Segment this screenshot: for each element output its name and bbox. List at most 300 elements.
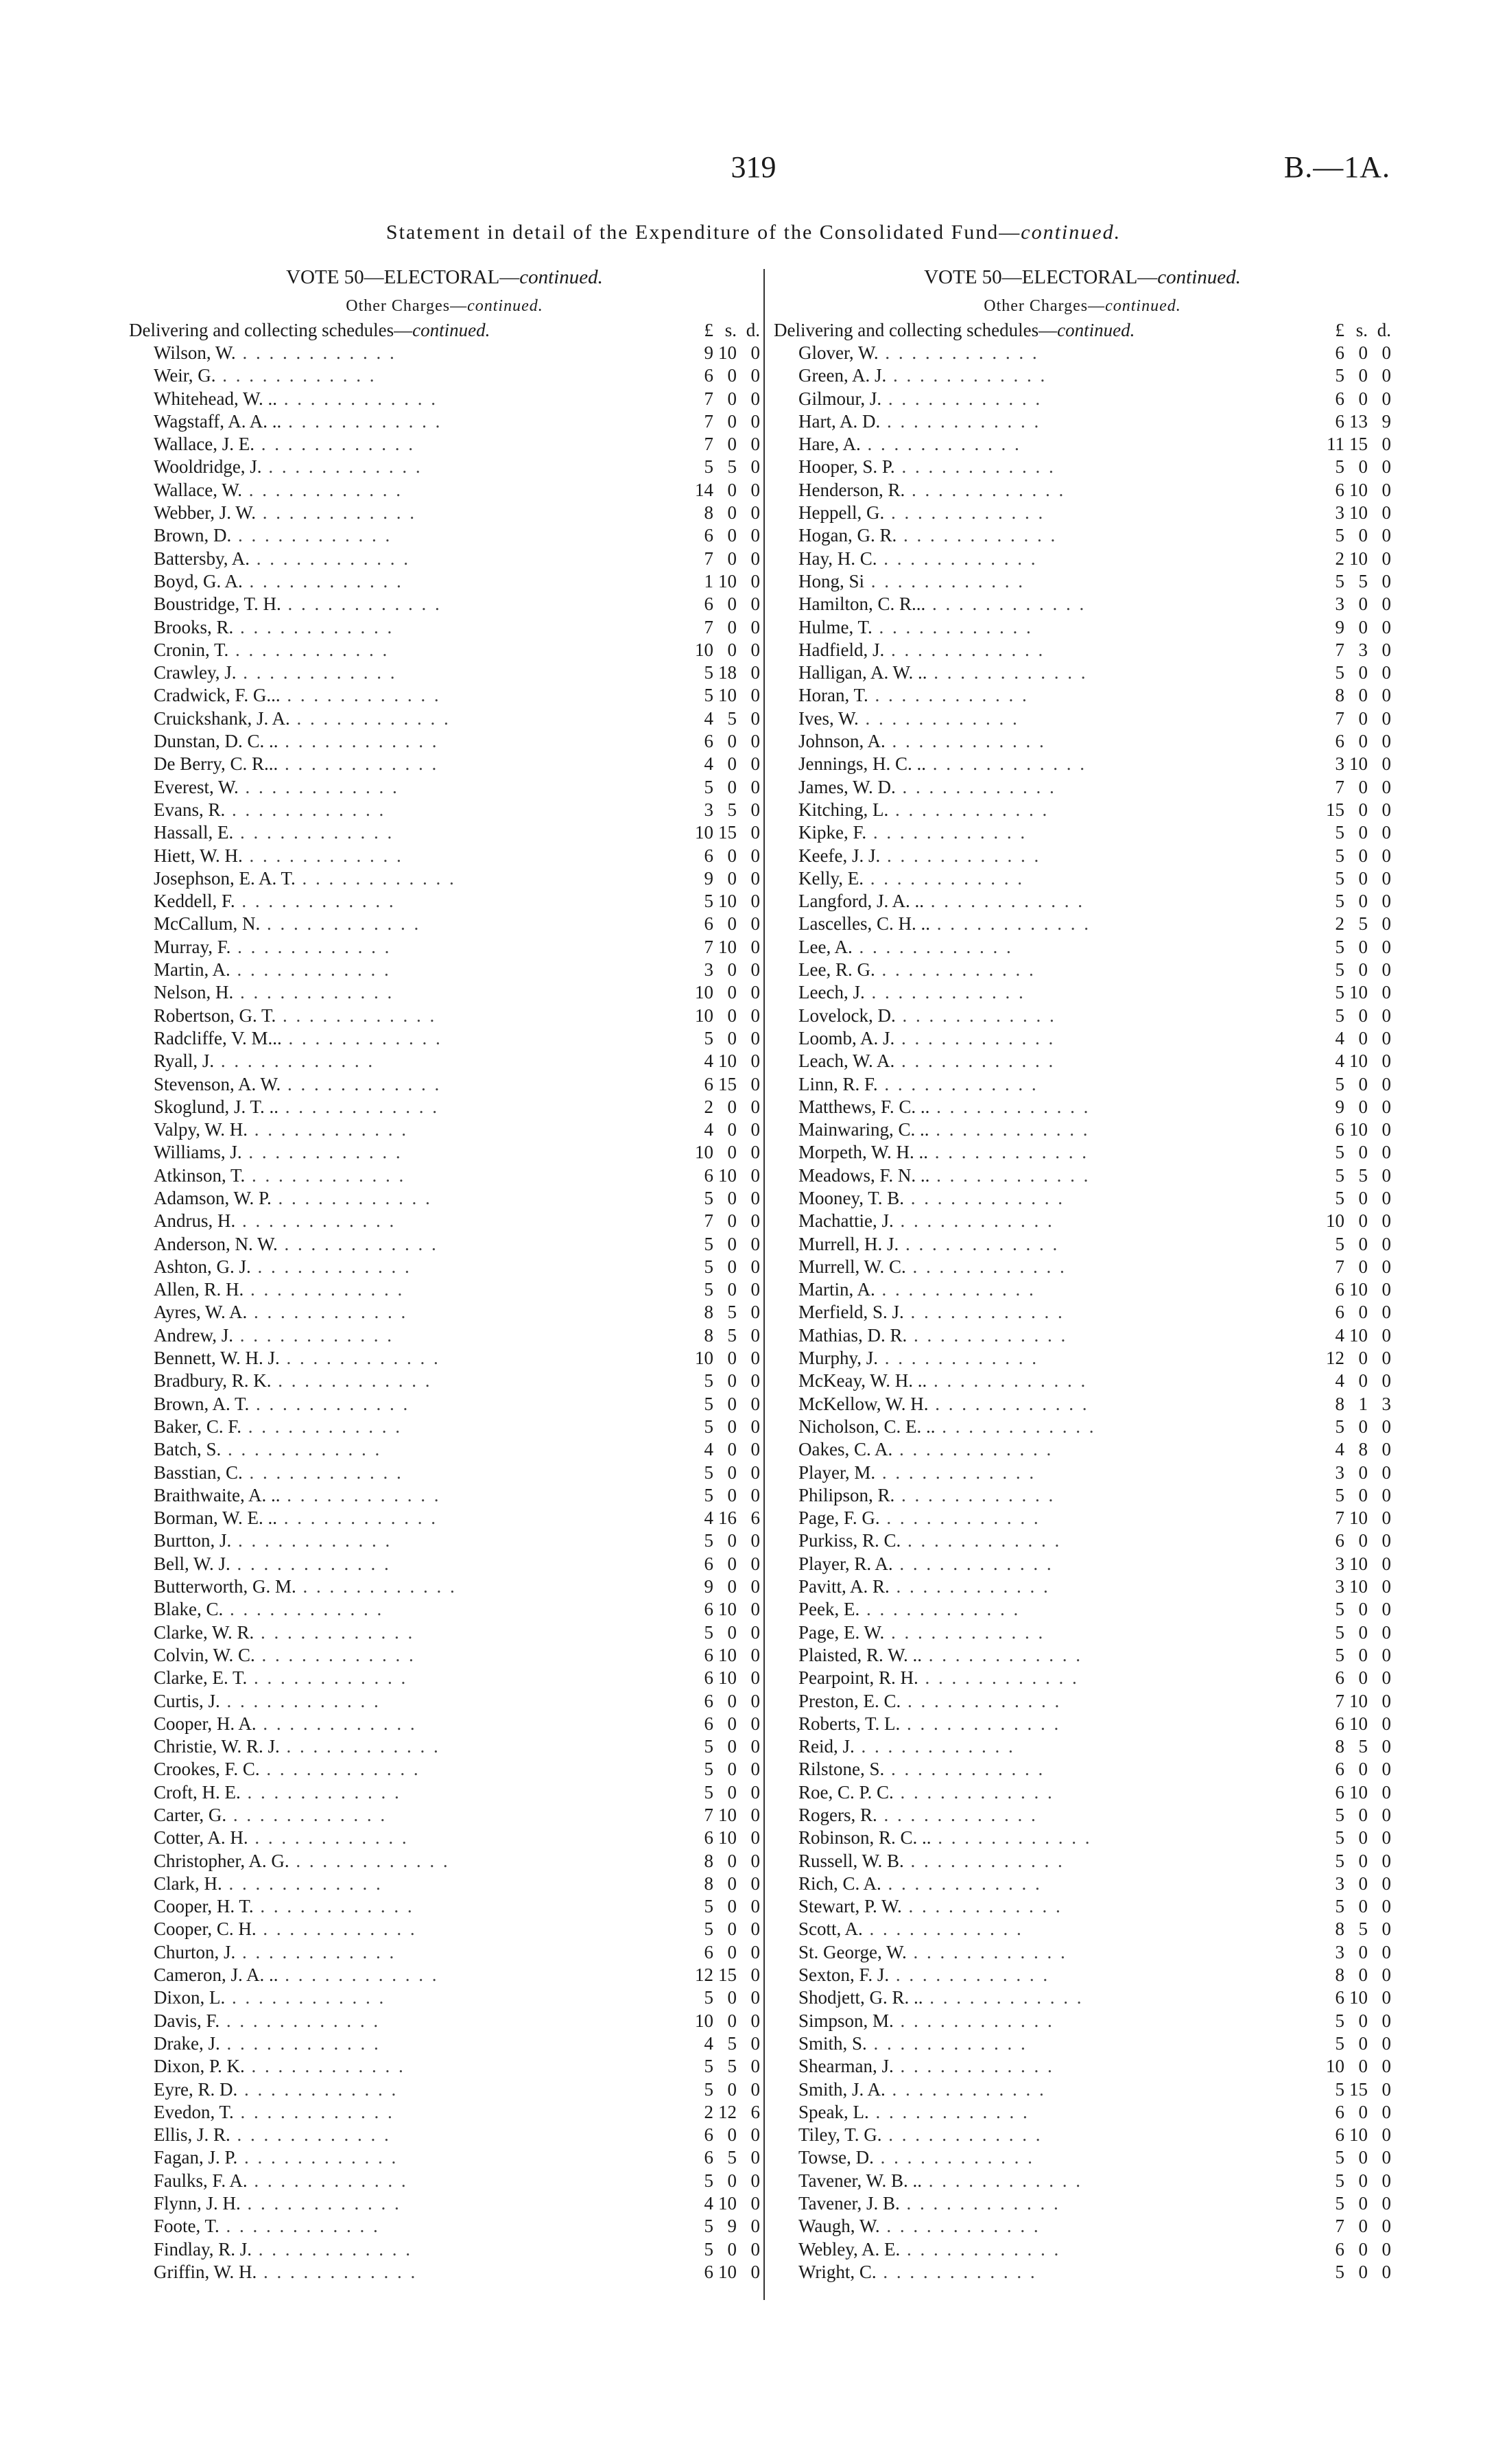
payment-row	[129, 456, 760, 478]
amount-shillings: 0	[1358, 2056, 1368, 2077]
payment-row	[774, 1986, 1391, 2009]
leader-dots: . . . . . . . . . . . .	[280, 685, 441, 706]
amount-shillings: 0	[1358, 1759, 1368, 1780]
amount-shillings: 0	[727, 1941, 737, 1962]
payee-name: Brooks, R. . . . . . . . . . . . .	[154, 616, 394, 637]
amount-pence: 0	[1381, 2170, 1391, 2191]
leader-dots: . . . . . . . . . . . .	[929, 1119, 1090, 1140]
payment-row	[774, 1416, 1391, 1438]
amount-shillings: 5	[1358, 570, 1368, 591]
amount-shillings: 0	[1358, 2170, 1368, 2191]
leader-dots: . . . . . . . . . . . .	[254, 434, 416, 455]
amount-pounds: 1	[704, 570, 713, 591]
amount-pence: 0	[1381, 1027, 1391, 1048]
payee-name: Weir, G. . . . . . . . . . . . .	[154, 365, 377, 386]
amount-pounds: 5	[704, 891, 713, 912]
payment-row	[129, 661, 760, 684]
payee-name: Scott, A. . . . . . . . . . . . .	[798, 1919, 1023, 1940]
payee-name: Clarke, E. T. . . . . . . . . . . . .	[154, 1667, 408, 1689]
right-column	[774, 266, 1391, 2284]
amount-shillings: 10	[1349, 502, 1368, 524]
payee-name: Williams, J. . . . . . . . . . . . .	[154, 1142, 403, 1163]
payee-name: Murray, F. . . . . . . . . . . . .	[154, 936, 392, 957]
leader-dots: . . . . . . . . . . . .	[279, 1348, 440, 1369]
amount-shillings: 10	[718, 2193, 737, 2214]
amount-pounds: 5	[704, 2056, 713, 2077]
amount-pounds: 9	[704, 342, 713, 363]
amount-pence: 0	[1381, 1621, 1391, 1643]
payee-name: Shearman, J. . . . . . . . . . . . .	[798, 2056, 1054, 2077]
payee-name: Andrus, H. . . . . . . . . . . . .	[154, 1210, 396, 1232]
amount-pence: 0	[1381, 525, 1391, 546]
amount-pounds: 7	[1335, 707, 1344, 729]
leader-dots: . . . . . . . . . . . .	[233, 1324, 394, 1346]
amount-pounds: 6	[1335, 1781, 1344, 1803]
amount-pence: 0	[750, 1781, 760, 1803]
payment-row	[774, 1713, 1391, 1735]
payment-row	[129, 1438, 760, 1461]
payment-row	[774, 1941, 1391, 1964]
amount-shillings: 10	[718, 1644, 737, 1665]
amount-shillings: 5	[1358, 1736, 1368, 1757]
payee-name: Rich, C. A. . . . . . . . . . . . .	[798, 1873, 1042, 1894]
amount-pence: 0	[750, 731, 760, 752]
payee-name: Wallace, J. E. . . . . . . . . . . . .	[154, 434, 416, 455]
payee-name: Matthews, F. C. .. . . . . . . . . . . . .	[798, 1096, 1091, 1117]
amount-pounds: 5	[1335, 1805, 1344, 1825]
amount-shillings: 9	[727, 2216, 737, 2237]
payee-name: Everest, W. . . . . . . . . . . . .	[154, 776, 399, 797]
leader-dots: . . . . . . . . . . . .	[875, 959, 1036, 981]
payee-name: Roberts, T. L. . . . . . . . . . . . .	[798, 1713, 1061, 1734]
leader-dots: . . . . . . . . . . . .	[923, 891, 1084, 912]
amount-shillings: 5	[1358, 1919, 1368, 1940]
payment-row	[774, 342, 1391, 364]
amount-pence: 0	[750, 1210, 760, 1232]
amount-pounds: 6	[1335, 1667, 1344, 1689]
leader-dots: . . . . . . . . . . . .	[889, 1964, 1050, 1986]
leader-dots: . . . . . . . . . . . .	[903, 1850, 1065, 1871]
amount-pounds: 2	[704, 2101, 713, 2122]
amount-pounds: 2	[1335, 548, 1344, 569]
payee-name: Butterworth, G. M. . . . . . . . . . . . .	[154, 1576, 457, 1597]
amount-shillings: 0	[1358, 1850, 1368, 1871]
amount-pounds: 3	[1335, 594, 1344, 615]
payment-row	[129, 1484, 760, 1507]
amount-pence: 0	[750, 2193, 760, 2214]
amount-shillings: 0	[727, 1348, 737, 1369]
amount-shillings: 0	[1358, 2010, 1368, 2031]
amount-pence: 0	[750, 2261, 760, 2282]
leader-dots: . . . . . . . . . . . .	[880, 845, 1041, 866]
amount-pounds: 6	[1335, 1119, 1344, 1140]
amount-shillings: 10	[1349, 1576, 1368, 1597]
payment-row	[129, 1850, 760, 1873]
amount-shillings: 0	[727, 1530, 737, 1551]
amount-pounds: 10	[695, 982, 713, 1003]
payment-row	[774, 707, 1391, 730]
payment-row	[129, 410, 760, 433]
payee-name: Webber, J. W. . . . . . . . . . . . .	[154, 502, 416, 524]
payee-name: Bennett, W. H. J. . . . . . . . . . . . .	[154, 1348, 440, 1369]
amount-shillings: 0	[1358, 2101, 1368, 2122]
amount-pounds: 12	[695, 1964, 713, 1986]
amount-shillings: 10	[718, 342, 737, 363]
amount-pounds: 5	[704, 1530, 713, 1551]
payment-row	[774, 1804, 1391, 1827]
amount-pounds: 6	[1335, 1987, 1344, 2008]
payee-name: Batch, S. . . . . . . . . . . . .	[154, 1439, 382, 1460]
amount-shillings: 0	[1358, 1256, 1368, 1277]
amount-pounds: 8	[1335, 1393, 1344, 1414]
payment-row	[774, 1873, 1391, 1895]
amount-pounds: 5	[1335, 959, 1344, 981]
payee-name: Wilson, W. . . . . . . . . . . . .	[154, 342, 396, 363]
amount-pence: 0	[750, 342, 760, 363]
leader-dots: . . . . . . . . . . . .	[247, 1667, 408, 1689]
leader-dots: . . . . . . . . . . . .	[872, 616, 1033, 637]
amount-pounds: 6	[704, 525, 713, 546]
payment-row	[774, 1347, 1391, 1370]
leader-dots: . . . . . . . . . . . .	[276, 1005, 437, 1026]
amount-pence: 0	[750, 753, 760, 775]
payee-name: Wallace, W. . . . . . . . . . . . .	[154, 479, 403, 500]
amount-shillings: 0	[727, 1027, 737, 1048]
amount-pounds: 3	[1335, 1873, 1344, 1894]
payment-row	[129, 570, 760, 593]
amount-pounds: 5	[704, 1393, 713, 1414]
amount-pounds: 6	[704, 1644, 713, 1665]
payment-row	[774, 661, 1391, 684]
leader-dots: . . . . . . . . . . . .	[935, 1416, 1096, 1437]
leader-dots: . . . . . . . . . . . .	[893, 2010, 1054, 2031]
amount-shillings: 0	[1358, 731, 1368, 752]
payee-name: Horan, T. . . . . . . . . . . . .	[798, 685, 1029, 706]
amount-pounds: 6	[704, 913, 713, 935]
amount-shillings: 0	[1358, 1805, 1368, 1825]
amount-shillings: 0	[727, 1462, 737, 1483]
amount-shillings: 0	[727, 1119, 737, 1140]
payment-row	[129, 1621, 760, 1644]
payee-name: Purkiss, R. C. . . . . . . . . . . . .	[798, 1530, 1062, 1551]
payment-row	[129, 1667, 760, 1689]
payment-row	[129, 1713, 760, 1735]
amount-pounds: 8	[1335, 1736, 1344, 1757]
amount-pence: 0	[1381, 1073, 1391, 1094]
payee-name: Speak, L. . . . . . . . . . . . .	[798, 2101, 1030, 2122]
leader-dots: . . . . . . . . . . . .	[235, 891, 396, 912]
payee-name: Basstian, C. . . . . . . . . . . . .	[154, 1462, 403, 1483]
leader-dots: . . . . . . . . . . . .	[289, 707, 451, 729]
amount-shillings: 0	[727, 616, 737, 637]
amount-shillings: 10	[1349, 753, 1368, 775]
leader-dots: . . . . . . . . . . . .	[901, 1530, 1062, 1551]
leader-dots: . . . . . . . . . . . .	[880, 410, 1041, 432]
payment-row	[774, 1027, 1391, 1050]
amount-shillings: 0	[727, 776, 737, 797]
amount-shillings: 0	[1358, 1644, 1368, 1665]
amount-pounds: 6	[704, 731, 713, 752]
amount-shillings: 10	[1349, 1507, 1368, 1529]
amount-shillings: 1	[1358, 1393, 1368, 1414]
amount-pence: 0	[1381, 1850, 1391, 1871]
amount-pence: 0	[750, 1553, 760, 1574]
payee-name: Hare, A. . . . . . . . . . . . .	[798, 434, 1021, 455]
amount-shillings: 0	[1358, 1964, 1368, 1986]
amount-shillings: 10	[1349, 1119, 1368, 1140]
leader-dots: . . . . . . . . . . . .	[929, 1164, 1091, 1186]
amount-pence: 0	[1381, 1576, 1391, 1597]
payment-row	[129, 1507, 760, 1529]
amount-pounds: 5	[1335, 1164, 1344, 1186]
payment-row	[774, 799, 1391, 821]
amount-pence: 0	[1381, 1530, 1391, 1551]
amount-pounds: 7	[1335, 1507, 1344, 1529]
leader-dots: . . . . . . . . . . . .	[238, 776, 399, 797]
leader-dots: . . . . . . . . . . . .	[854, 1736, 1015, 1757]
amount-shillings: 8	[1358, 1439, 1368, 1460]
amount-pounds: 4	[704, 1051, 713, 1072]
amount-pence: 0	[1381, 502, 1391, 524]
leader-dots: . . . . . . . . . . . .	[922, 1644, 1083, 1665]
leader-dots: . . . . . . . . . . . .	[281, 410, 442, 432]
payee-name: Meadows, F. N. .. . . . . . . . . . . . .	[798, 1164, 1091, 1186]
amount-shillings: 0	[1358, 1416, 1368, 1437]
amount-pence: 0	[1381, 1210, 1391, 1232]
payment-row	[774, 1507, 1391, 1529]
amount-shillings: 0	[727, 1005, 737, 1026]
payment-row	[129, 1529, 760, 1552]
payment-row	[129, 730, 760, 753]
leader-dots: . . . . . . . . . . . .	[885, 731, 1046, 752]
amount-pounds: 6	[704, 1667, 713, 1689]
vote-heading-main: VOTE 50—ELECTORAL—	[924, 266, 1158, 288]
amount-pounds: 3	[1335, 1553, 1344, 1574]
amount-pounds: 5	[1335, 662, 1344, 683]
payee-name: Ives, W. . . . . . . . . . . . .	[798, 707, 1019, 729]
amount-pounds: 5	[704, 1279, 713, 1300]
amount-shillings: 0	[727, 434, 737, 455]
amount-pounds: 5	[1335, 1621, 1344, 1643]
amount-pence: 0	[750, 1233, 760, 1254]
leader-dots: . . . . . . . . . . . .	[905, 479, 1066, 500]
amount-pounds: 7	[704, 936, 713, 957]
amount-pence: 0	[1381, 1439, 1391, 1460]
amount-pounds: 8	[704, 502, 713, 524]
amount-shillings: 0	[1358, 685, 1368, 706]
payment-row	[129, 1690, 760, 1713]
leader-dots: . . . . . . . . . . . .	[280, 1484, 441, 1505]
amount-pence: 0	[1381, 959, 1391, 981]
leader-dots: . . . . . . . . . . . .	[254, 1644, 416, 1665]
payment-row	[774, 502, 1391, 524]
amount-shillings: 10	[718, 1667, 737, 1689]
amount-shillings: 10	[1349, 1051, 1368, 1072]
amount-shillings: 0	[1358, 1599, 1368, 1620]
leader-dots: . . . . . . . . . . . .	[918, 1667, 1079, 1689]
leader-dots: . . . . . . . . . . . .	[876, 2261, 1037, 2282]
leader-dots: . . . . . . . . . . . .	[261, 456, 423, 478]
amount-pence: 0	[750, 1256, 760, 1277]
amount-pence: 0	[1381, 936, 1391, 957]
leader-dots: . . . . . . . . . . . .	[295, 867, 456, 889]
amount-pounds: 7	[1335, 2216, 1344, 2237]
amount-pounds: 4	[704, 1507, 713, 1529]
payee-name: Leach, W. A. . . . . . . . . . . . .	[798, 1051, 1056, 1072]
leader-dots: . . . . . . . . . . . .	[256, 1713, 417, 1734]
amount-shillings: 0	[727, 1256, 737, 1277]
amount-shillings: 0	[727, 1096, 737, 1117]
amount-shillings: 0	[1358, 891, 1368, 912]
payee-name: Russell, W. B. . . . . . . . . . . . .	[798, 1850, 1065, 1871]
payee-name: Ellis, J. R. . . . . . . . . . . . .	[154, 2124, 391, 2146]
amount-pence: 0	[750, 1736, 760, 1757]
amount-pence: 0	[750, 1096, 760, 1117]
amount-shillings: 0	[1358, 1370, 1368, 1392]
amount-shillings: 5	[727, 1324, 737, 1346]
payment-row	[774, 2124, 1391, 2146]
payment-row	[774, 1529, 1391, 1552]
payment-row	[774, 1210, 1391, 1232]
payment-row	[774, 1918, 1391, 1940]
amount-pence: 0	[1381, 867, 1391, 889]
left-column	[129, 266, 760, 2284]
amount-pounds: 6	[704, 1599, 713, 1620]
amount-pence: 0	[750, 799, 760, 820]
payee-name: De Berry, C. R... . . . . . . . . . . . .	[154, 753, 439, 775]
amount-pence: 0	[750, 2216, 760, 2237]
amount-pence: 0	[750, 479, 760, 500]
leader-dots: . . . . . . . . . . . .	[219, 2032, 381, 2054]
payee-name: Mathias, D. R. . . . . . . . . . . . .	[798, 1324, 1068, 1346]
payee-name: Atkinson, T. . . . . . . . . . . . .	[154, 1164, 406, 1186]
vote-heading	[129, 266, 760, 291]
amount-pence: 0	[750, 1667, 760, 1689]
payee-name: Murrell, H. J. . . . . . . . . . . . .	[798, 1233, 1060, 1254]
amount-shillings: 0	[727, 1713, 737, 1734]
amount-shillings: 10	[1349, 1781, 1368, 1803]
amount-shillings: 0	[1358, 1827, 1368, 1849]
amount-shillings: 0	[727, 1896, 737, 1917]
amount-pounds: 9	[704, 867, 713, 889]
amount-shillings: 10	[1349, 1279, 1368, 1300]
amount-pence: 0	[1381, 1599, 1391, 1620]
payment-row	[774, 410, 1391, 433]
payment-row	[129, 1187, 760, 1210]
amount-pounds: 2	[1335, 913, 1344, 935]
leader-dots: . . . . . . . . . . . .	[233, 616, 394, 637]
leader-dots: . . . . . . . . . . . .	[931, 1827, 1092, 1849]
amount-shillings: 0	[1358, 2238, 1368, 2260]
amount-pounds: 5	[1335, 845, 1344, 866]
leader-dots: . . . . . . . . . . . .	[228, 639, 390, 660]
amount-pence: 0	[750, 1462, 760, 1483]
payment-row	[129, 593, 760, 615]
amount-shillings: 0	[727, 1576, 737, 1597]
amount-pence: 0	[750, 685, 760, 706]
amount-shillings: 13	[1349, 410, 1368, 432]
amount-shillings: 10	[1349, 479, 1368, 500]
amount-pence: 0	[750, 1621, 760, 1643]
payment-row	[774, 433, 1391, 456]
amount-pounds: 7	[704, 1805, 713, 1825]
sub-heading	[774, 291, 1391, 318]
leader-dots: . . . . . . . . . . . .	[881, 1873, 1042, 1894]
vote-heading-continued: continued.	[519, 266, 603, 288]
amount-pence: 0	[1381, 2261, 1391, 2282]
payment-row	[774, 479, 1391, 502]
leader-dots: . . . . . . . . . . . .	[881, 2124, 1043, 2146]
payment-row	[129, 1758, 760, 1781]
payee-name: Mooney, T. B. . . . . . . . . . . . .	[798, 1187, 1065, 1208]
leader-dots: . . . . . . . . . . . .	[257, 2261, 418, 2282]
payment-row	[129, 1781, 760, 1804]
amount-pence: 0	[750, 1987, 760, 2008]
amount-pence: 0	[750, 1187, 760, 1208]
amount-pence: 0	[750, 1302, 760, 1323]
amount-shillings: 0	[727, 1210, 737, 1232]
amount-pence: 0	[1381, 1187, 1391, 1208]
payment-row	[129, 1986, 760, 2009]
amount-shillings: 10	[1349, 548, 1368, 569]
amount-pence: 0	[1381, 1348, 1391, 1369]
amount-pence: 0	[750, 662, 760, 683]
amount-pounds: 5	[1335, 1644, 1344, 1665]
payment-row	[774, 1462, 1391, 1484]
amount-pounds: 5	[704, 1416, 713, 1437]
amount-pence: 0	[750, 2124, 760, 2146]
payee-name: Kitching, L. . . . . . . . . . . . .	[798, 799, 1049, 820]
amount-pence: 0	[1381, 548, 1391, 569]
leader-dots: . . . . . . . . . . . .	[244, 2056, 405, 2077]
amount-shillings: 10	[1349, 982, 1368, 1003]
payee-name: Hay, H. C. . . . . . . . . . . . .	[798, 548, 1038, 569]
amount-pounds: 5	[704, 1256, 713, 1277]
amount-pence: 0	[750, 2010, 760, 2031]
amount-pence: 0	[750, 845, 760, 866]
payment-row	[774, 1233, 1391, 1256]
payee-name: Crookes, F. C. . . . . . . . . . . . .	[154, 1759, 420, 1780]
amount-pence: 0	[750, 1324, 760, 1346]
amount-shillings: 10	[1349, 1987, 1368, 2008]
amount-shillings: 0	[1358, 2216, 1368, 2237]
leader-dots: . . . . . . . . . . . .	[241, 1142, 403, 1163]
payment-row	[774, 570, 1391, 593]
column-divider	[763, 269, 765, 2300]
amount-shillings: 10	[718, 570, 737, 591]
amount-shillings: 10	[718, 1164, 737, 1186]
payment-row	[129, 1462, 760, 1484]
amount-pounds: 5	[1335, 1484, 1344, 1505]
amount-shillings: 15	[718, 822, 737, 843]
amount-pence: 0	[750, 1416, 760, 1437]
payee-name: Bell, W. J. . . . . . . . . . . . .	[154, 1553, 391, 1574]
amount-pounds: 5	[1335, 982, 1344, 1003]
amount-pounds: 11	[1327, 434, 1344, 455]
leader-dots: . . . . . . . . . . . .	[278, 1096, 440, 1117]
payee-name: Glover, W. . . . . . . . . . . . .	[798, 342, 1039, 363]
leader-dots: . . . . . . . . . . . .	[868, 2101, 1030, 2122]
amount-pence: 0	[1381, 707, 1391, 729]
amount-pounds: 5	[704, 662, 713, 683]
leader-dots: . . . . . . . . . . . .	[277, 1507, 438, 1529]
payee-name: Crawley, J. . . . . . . . . . . . .	[154, 662, 397, 683]
payment-row	[129, 1941, 760, 1964]
payee-name: Tavener, W. B. .. . . . . . . . . . . . .	[798, 2170, 1082, 2191]
amount-pounds: 6	[704, 594, 713, 615]
amount-pence: 0	[750, 410, 760, 432]
sub-heading-main: Other Charges—	[346, 297, 468, 315]
